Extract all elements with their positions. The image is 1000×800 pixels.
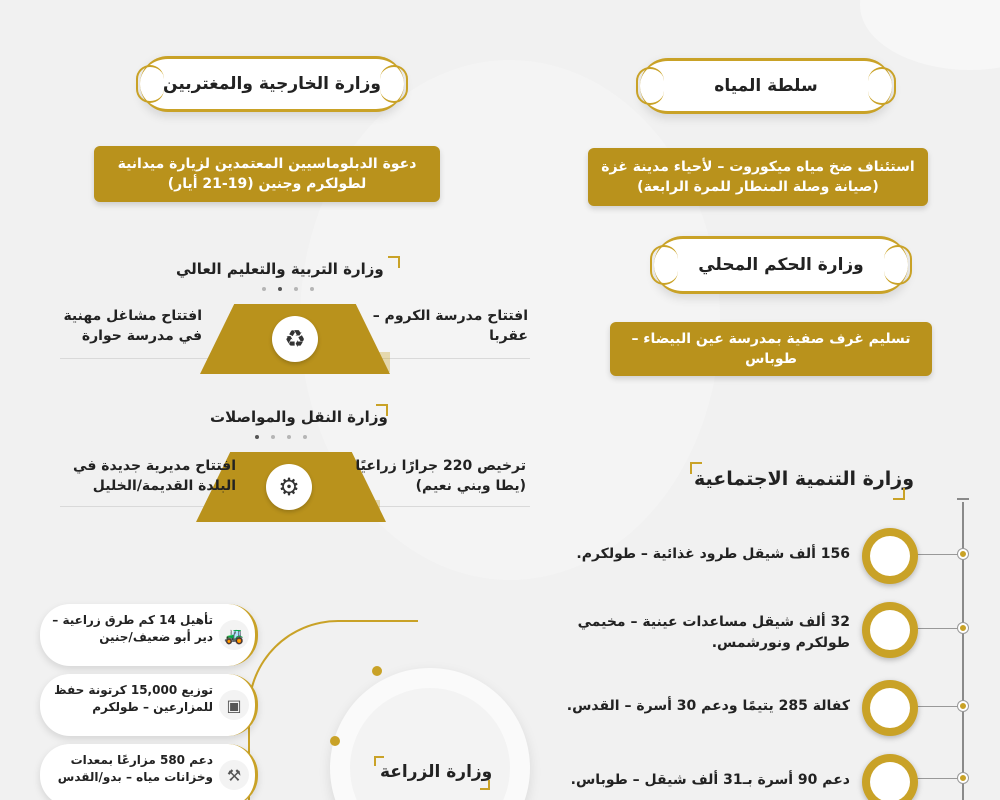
transport-title: وزارة النقل والمواصلات bbox=[210, 408, 388, 426]
agriculture-title-corner bbox=[374, 756, 384, 766]
agriculture-card bbox=[40, 744, 258, 800]
tractor-icon: 🚜 bbox=[219, 620, 249, 650]
social-item: 32 ألف شيقل مساعدات عينية – مخيمي طولكرم ونورشمس. bbox=[577, 614, 850, 651]
timeline-circle bbox=[862, 528, 918, 584]
agriculture-title-corner bbox=[480, 780, 490, 790]
transport-right-text: ترخيص 220 جرارًا زراعيًا (يطا وبني نعيم) bbox=[355, 458, 526, 495]
local-government-item bbox=[610, 322, 932, 376]
box-icon: ▣ bbox=[219, 690, 249, 720]
dot bbox=[287, 435, 291, 439]
local-government-title bbox=[654, 236, 908, 294]
agriculture-item-text: تأهيل 14 كم طرق زراعية – دير أبو ضعيف/جنين bbox=[52, 613, 213, 645]
water-authority-item bbox=[588, 148, 928, 206]
transport-dots bbox=[255, 435, 307, 439]
social-development-title: وزارة التنمية الاجتماعية bbox=[694, 468, 915, 490]
agriculture-item-text: توزيع 15,000 كرتونة حفظ للمزارعين – طولكرم bbox=[54, 683, 213, 715]
timeline-line bbox=[962, 502, 964, 800]
agriculture-card bbox=[40, 674, 258, 736]
dot bbox=[262, 287, 266, 291]
education-title: وزارة التربية والتعليم العالي bbox=[176, 260, 384, 278]
local-government-title-text: وزارة الحكم المحلي bbox=[698, 255, 864, 275]
social-title-corner bbox=[893, 488, 905, 500]
timeline-circle bbox=[862, 754, 918, 800]
dot bbox=[255, 435, 259, 439]
dot bbox=[303, 435, 307, 439]
water-authority-item-text: استئناف ضخ مياه ميكوروت – لأحياء مدينة غزة (صيانة وصلة المنطار للمرة الرابعة) bbox=[601, 158, 915, 195]
water-authority-title-text: سلطة المياه bbox=[714, 76, 818, 96]
foreign-affairs-item bbox=[94, 146, 440, 202]
agriculture-card bbox=[40, 604, 258, 666]
education-right-text: افتتاح مدرسة الكروم – عقربا bbox=[372, 308, 528, 345]
background-shape bbox=[860, 0, 1000, 70]
transport-title-corner bbox=[376, 404, 388, 416]
timeline-dot bbox=[958, 773, 968, 783]
dot bbox=[310, 287, 314, 291]
social-title-corner bbox=[690, 462, 702, 474]
timeline-dot bbox=[958, 623, 968, 633]
local-government-item-text: تسليم غرف صفية بمدرسة عين البيضاء – طوباس bbox=[631, 330, 911, 367]
social-item: كفالة 285 يتيمًا ودعم 30 أسرة – القدس. bbox=[566, 698, 850, 714]
agriculture-item-text: دعم 580 مزارعًا بمعدات وخزانات مياه – بدو/القدس bbox=[57, 753, 213, 785]
education-dots bbox=[262, 287, 314, 291]
dot bbox=[294, 287, 298, 291]
transport-left-text: افتتاح مديرية جديدة في البلدة القديمة/الخليل bbox=[73, 458, 236, 495]
agriculture-dot bbox=[330, 736, 340, 746]
foreign-affairs-item-text: دعوة الدبلوماسيين المعتمدين لزيارة ميدانية لطولكرم وجنين (19-21 أيار) bbox=[117, 155, 417, 192]
timeline-dot bbox=[958, 549, 968, 559]
gears-icon: ⚙ bbox=[266, 464, 312, 510]
timeline-cap bbox=[957, 498, 969, 500]
dot bbox=[278, 287, 282, 291]
water-authority-title bbox=[640, 58, 892, 114]
agriculture-title: وزارة الزراعة bbox=[380, 762, 493, 782]
timeline-dot bbox=[958, 701, 968, 711]
education-title-corner bbox=[388, 256, 400, 268]
agriculture-dot bbox=[372, 666, 382, 676]
education-left-text: افتتاح مشاغل مهنية في مدرسة حوارة bbox=[63, 308, 202, 345]
social-item: 156 ألف شيقل طرود غذائية – طولكرم. bbox=[576, 546, 850, 562]
social-item: دعم 90 أسرة بـ31 ألف شيقل – طوباس. bbox=[570, 772, 850, 788]
dot bbox=[271, 435, 275, 439]
foreign-affairs-title-text: وزارة الخارجية والمغتربين bbox=[163, 74, 381, 94]
foreign-affairs-title bbox=[140, 56, 404, 112]
recycle-icon: ♻ bbox=[272, 316, 318, 362]
tools-icon: ⚒ bbox=[219, 760, 249, 790]
timeline-circle bbox=[862, 602, 918, 658]
timeline-circle bbox=[862, 680, 918, 736]
